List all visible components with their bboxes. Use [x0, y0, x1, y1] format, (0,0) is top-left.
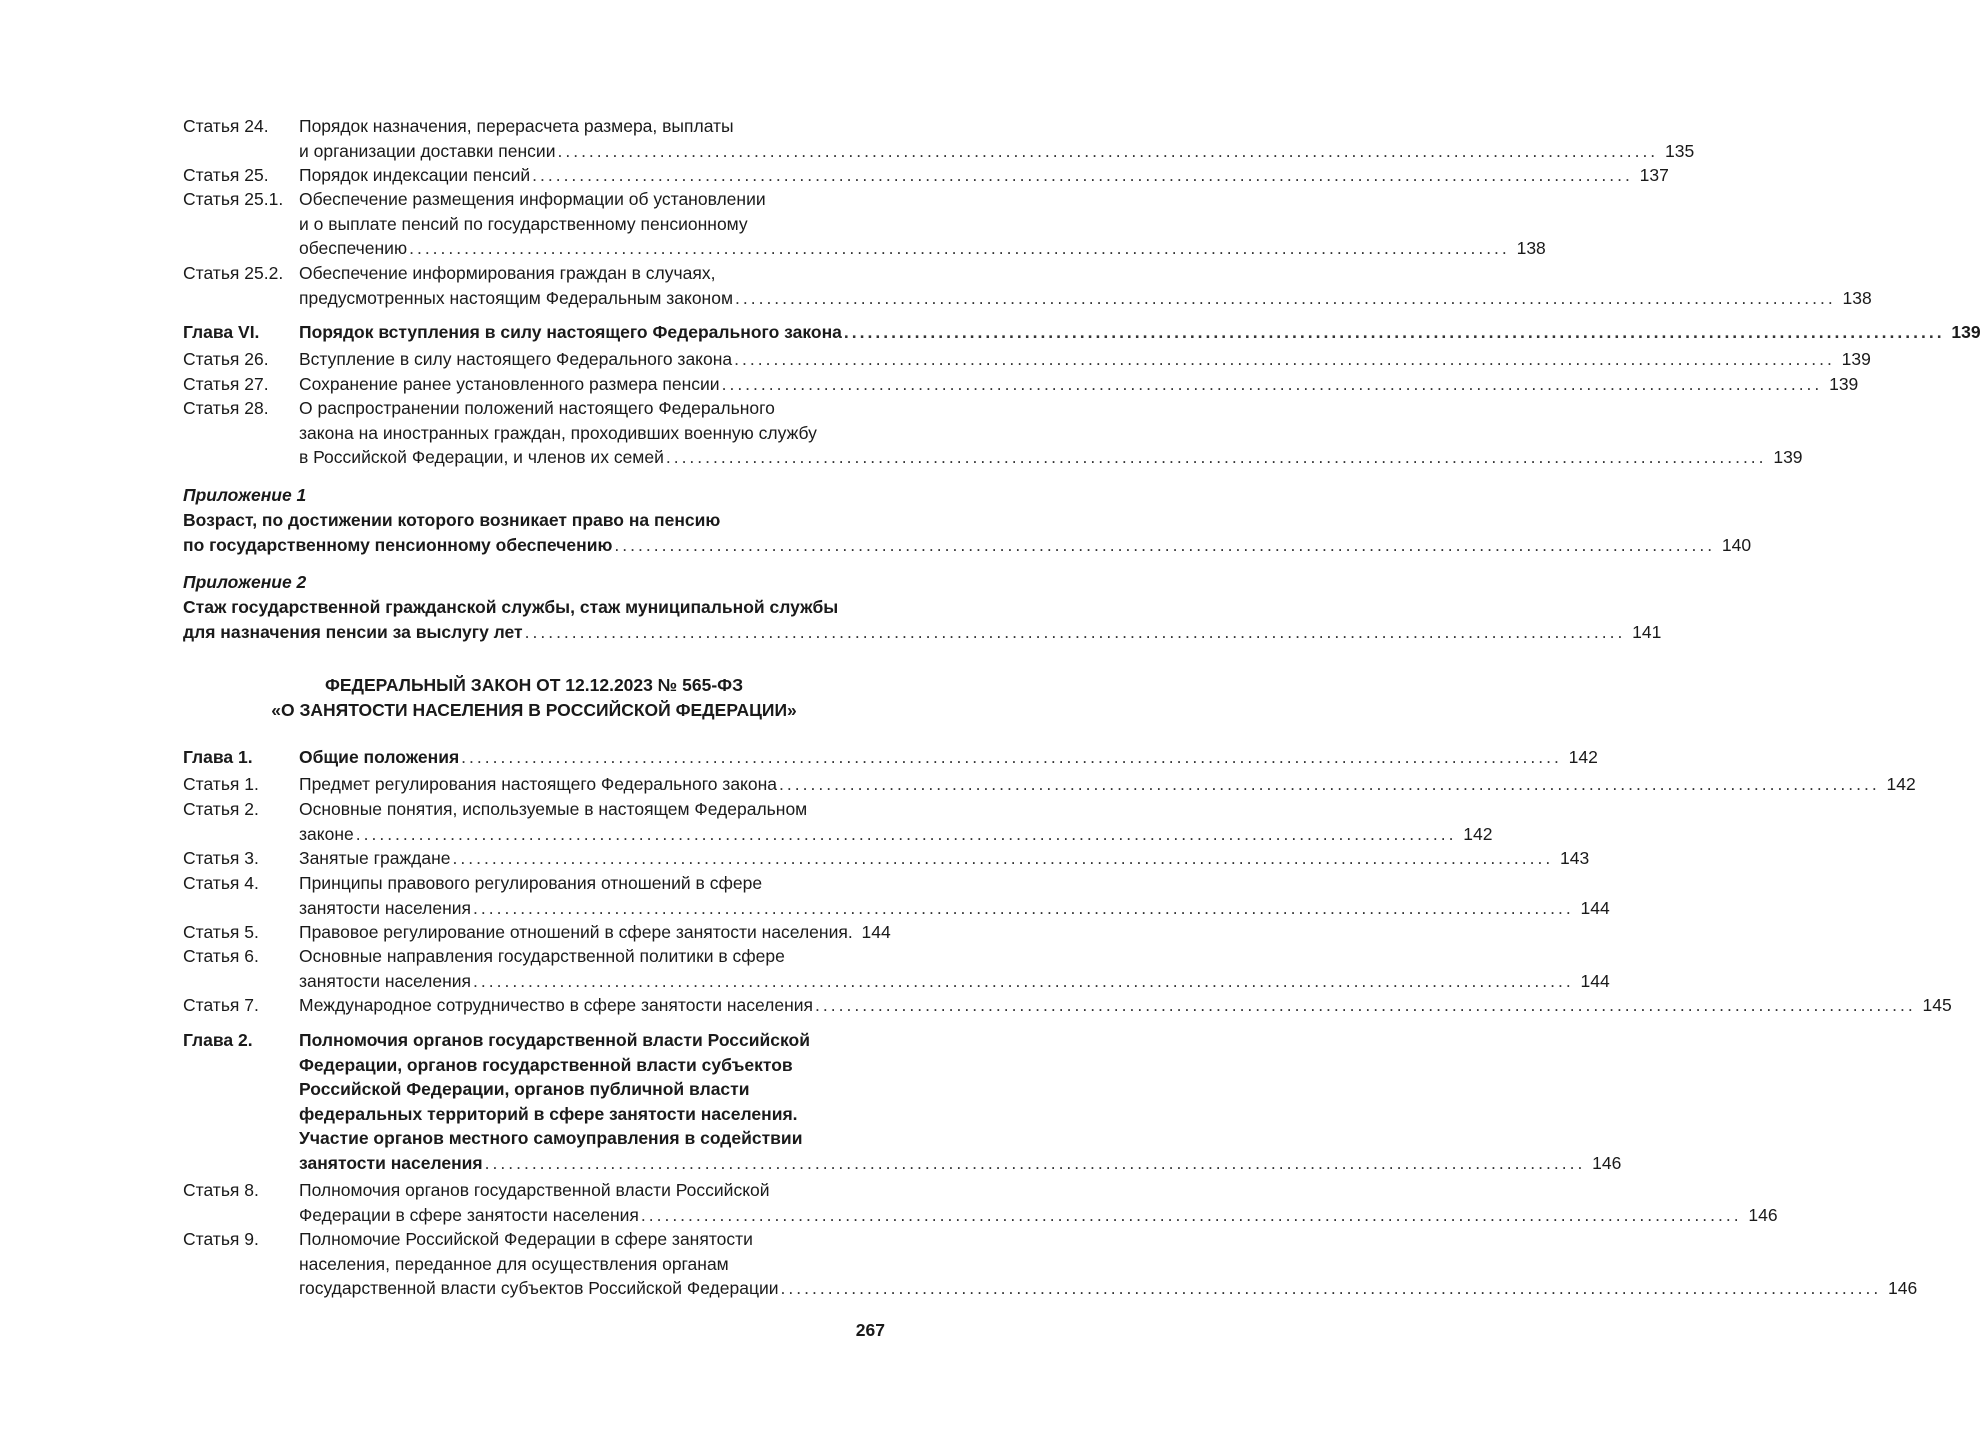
appendix-title: Приложение 2 [183, 572, 307, 592]
entry-text-line: Занятые граждане [299, 848, 451, 868]
entry-text-line: Предмет регулирования настоящего Федерального закона [299, 774, 778, 794]
entry-text-line: Полномочия органов государственной власти Российской [299, 1180, 770, 1200]
dot-leader: ............................................................................................................................................ [532, 165, 1633, 185]
dot-leader: ............................................................................................................................................ [557, 140, 1659, 161]
entry-text-line: Порядок индексации пенсий [299, 165, 531, 185]
entry-page: 144 [1580, 897, 1610, 918]
entry-page: 141 [1632, 621, 1662, 642]
entry-text-line: и о выплате пенсий по государственному пенсионному [299, 213, 748, 234]
law-title [183, 673, 885, 722]
entry-label: Глава VI. [183, 322, 260, 342]
entry-page: 139 [1773, 447, 1803, 467]
entry-page: 138 [1516, 238, 1546, 258]
dot-leader: ............................................................................................................................................ [721, 374, 1823, 394]
entry-text-line: Федерации в сфере занятости населения [299, 1204, 639, 1225]
entry-text-line: по государственному пенсионному обеспечению [183, 534, 613, 555]
entry-text-line: занятости населения [299, 1152, 483, 1173]
entry-text-line: Сохранение ранее установленного размера пенсии [299, 374, 720, 394]
dot-leader: ............................................................................................................................................ [614, 534, 1716, 555]
entry-text-line: Вступление в силу настоящего Федерального закона [299, 349, 733, 369]
entry-text-line: Полномочие Российской Федерации в сфере занятости [299, 1229, 753, 1249]
dot-leader: ............................................................................................................................................ [665, 447, 1767, 467]
entry-label: Статья 2. [183, 799, 259, 819]
entry-page: 137 [1639, 165, 1669, 185]
entry-page: 142 [1568, 747, 1598, 767]
entry-label: Статья 3. [183, 848, 259, 868]
entry-text-line: Порядок вступления в силу настоящего Федерального закона [299, 322, 842, 342]
entry-label: Статья 9. [183, 1229, 259, 1249]
dot-leader: ............................................................................................................................................ [452, 848, 1554, 868]
entry-page: 144 [861, 922, 891, 942]
dot-leader: ............................................................................................................................................ [780, 1278, 1882, 1298]
entry-label: Статья 25.1. [183, 189, 284, 209]
appendix-title: Приложение 1 [183, 485, 307, 505]
law-title-line: ФЕДЕРАЛЬНЫЙ ЗАКОН ОТ 12.12.2023 № 565-ФЗ [324, 675, 744, 695]
appendix-entry [183, 483, 1752, 555]
entry-label: Глава 1. [183, 747, 253, 767]
entry-text-line: Обеспечение информирования граждан в случаях, [299, 263, 716, 283]
entry-label: Статья 27. [183, 374, 269, 394]
entry-page: 145 [1922, 995, 1952, 1015]
entry-text-line: Стаж государственной гражданской службы, стаж муниципальной службы [183, 597, 839, 617]
entry-text-line: О распространении положений настоящего Федерального [299, 398, 775, 418]
entry-text-line: федеральных территорий в сфере занятости населения. [299, 1103, 798, 1124]
entry-page: 140 [1721, 534, 1752, 555]
entry-text-line: Основные направления государственной политики в сфере [299, 946, 785, 966]
dot-leader: ............................................................................................................................................ [409, 238, 1510, 258]
entry-page: 143 [1560, 848, 1590, 868]
entry-text-line: населения, переданное для осуществления органам [299, 1253, 729, 1274]
dot-leader: ............................................................................................................................................ [461, 747, 1562, 767]
entry-page: 146 [1592, 1152, 1622, 1173]
entry-text-line: закона на иностранных граждан, проходивших военную службу [299, 422, 817, 443]
entry-page: 138 [1842, 287, 1872, 308]
entry-text-line: занятости населения [299, 970, 472, 991]
dot-leader: ............................................................................................................................................ [735, 287, 1836, 308]
dot-leader: ............................................................................................................................................ [355, 823, 1457, 844]
entry-text-line: Участие органов местного самоуправления в содействии [299, 1128, 803, 1148]
entry-label: Статья 4. [183, 873, 259, 893]
entry-text-line: Общие положения [299, 747, 460, 767]
entry-text-line: Российской Федерации, органов публичной власти [299, 1079, 750, 1099]
entry-label: Статья 25. [183, 165, 269, 185]
entry-text-line: в Российской Федерации, и членов их семей [299, 447, 664, 467]
entry-label: Статья 8. [183, 1180, 259, 1200]
entry-label: Статья 25.2. [183, 263, 284, 283]
dot-leader: ............................................................................................................................................ [484, 1152, 1586, 1173]
dot-leader: ............................................................................................................................................ [815, 995, 1916, 1015]
dot-leader: ............................................................................................................................................ [734, 349, 1835, 369]
entry-text-line: Федерации, органов государственной власти субъектов [299, 1054, 793, 1075]
entry-label: Статья 26. [183, 349, 269, 369]
entry-text-line: занятости населения [299, 897, 472, 918]
entry-page: 142 [1886, 774, 1916, 794]
entry-text-line: для назначения пенсии за выслугу лет [183, 621, 523, 642]
entry-label: Статья 1. [183, 774, 259, 794]
entry-page: 139 [1951, 322, 1981, 342]
entry-label: Статья 28. [183, 398, 269, 418]
entry-label: Статья 6. [183, 946, 259, 966]
entry-page: 139 [1841, 349, 1871, 369]
entry-text-line: обеспечению [299, 238, 408, 258]
entry-text-line: Обеспечение размещения информации об установлении [299, 189, 766, 209]
dot-leader: ............................................................................................................................................ [473, 970, 1574, 991]
dot-leader: ............................................................................................................................................ [524, 621, 1626, 642]
entry-label: Глава 2. [183, 1030, 253, 1050]
law-title-line: «О ЗАНЯТОСТИ НАСЕЛЕНИЯ В РОССИЙСКОЙ ФЕДЕРАЦИИ» [271, 699, 797, 720]
entry-page: 142 [1463, 823, 1493, 844]
entry-page: 139 [1829, 374, 1859, 394]
entry-page: 135 [1664, 140, 1695, 161]
page-number: 267 [855, 1320, 885, 1340]
entry-text-line: и организации доставки пенсии [299, 140, 556, 161]
entry-page: 146 [1748, 1204, 1778, 1225]
entry-text-line: государственной власти субъектов Российской Федерации [299, 1278, 779, 1298]
entry-label: Статья 5. [183, 922, 259, 942]
dot-leader: ............................................................................................................................................ [843, 322, 1945, 342]
entry-page: 144 [1580, 970, 1610, 991]
dot-leader: ............................................................................................................................................ [473, 897, 1574, 918]
entry-text-line: Полномочия органов государственной власти Российской [299, 1030, 810, 1050]
entry-text-line: Международное сотрудничество в сфере занятости населения [299, 995, 814, 1015]
entry-label: Статья 24. [183, 116, 269, 136]
dot-leader: ............................................................................................................................................ [779, 774, 1880, 794]
entry-text-line: Принципы правового регулирования отношений в сфере [299, 873, 763, 893]
entry-page: 146 [1888, 1278, 1918, 1298]
entry-label: Статья 7. [183, 995, 259, 1015]
appendix-entry [183, 570, 1662, 642]
dot-leader: ............................................................................................................................................ [640, 1204, 1742, 1225]
entry-text-line: предусмотренных настоящим Федеральным законом [299, 287, 733, 308]
entry-text-line: Возраст, по достижении которого возникает право на пенсию [183, 510, 721, 530]
entry-text-line: Основные понятия, используемые в настоящем Федеральном [299, 799, 808, 819]
entry-text-line: Порядок назначения, перерасчета размера, выплаты [299, 116, 734, 136]
entry-text-line: Правовое регулирование отношений в сфере занятости населения. [299, 922, 853, 942]
entry-text-line: законе [299, 823, 354, 844]
